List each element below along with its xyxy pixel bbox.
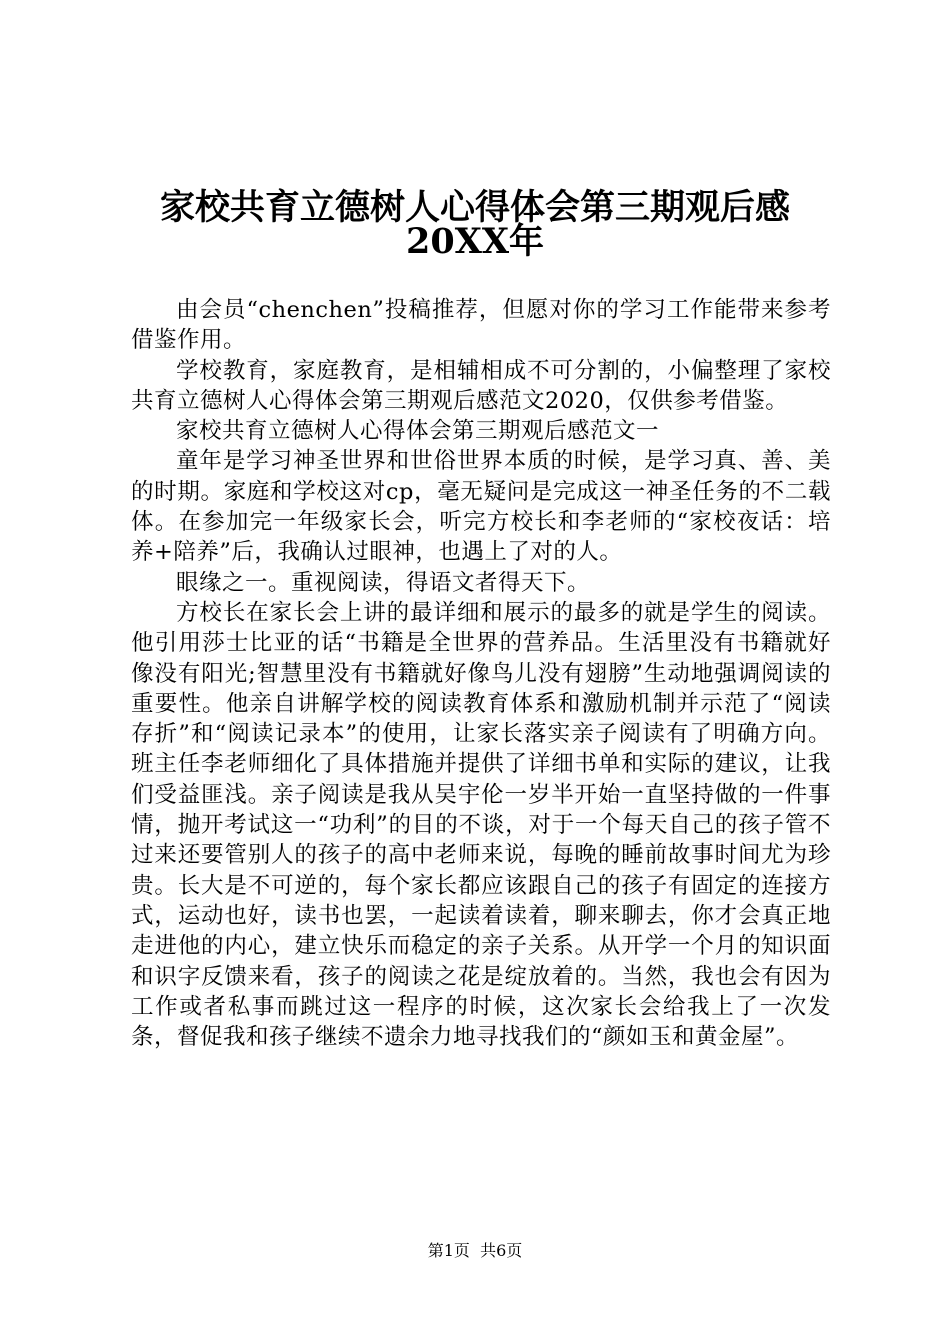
page-footer	[0, 1240, 950, 1262]
paragraph-intro: 由会员“chenchen”投稿推荐，但愿对你的学习工作能带来参考借鉴作用。	[131, 297, 831, 354]
paragraph-summary: 学校教育，家庭教育，是相辅相成不可分割的，小偏整理了家校共育立德树人心得体会第三期观后感范文2020，仅供参考借鉴。	[131, 357, 831, 414]
document-body	[131, 295, 831, 1052]
subsection-heading: 眼缘之一。重视阅读，得语文者得天下。	[176, 569, 591, 596]
section-heading: 家校共育立德树人心得体会第三期观后感范文一	[176, 418, 660, 445]
page-total: 共6页	[480, 1241, 523, 1260]
paragraph-reading: 方校长在家长会上讲的最详细和展示的最多的就是学生的阅读。他引用莎士比亚的话“书籍是全世界的营养品。生活里没有书籍就好像没有阳光;智慧里没有书籍就好像鸟儿没有翅膀”生动地强调阅读的重要性。他亲自讲解学校的阅读教育体系和激励机制并示范了“阅读存折”和“阅读记录本”的使用，让家长落实亲子阅读有了明确方向。班主任李老师细化了具体措施并提供了详细书单和实际的建议，让我们受益匪浅。亲子阅读是我从吴宇伦一岁半开始一直坚持做的一件事情，抛开考试这一“功利”的目的不谈，对于一个每天自己的孩子管不过来还要管别人的孩子的高中老师来说，每晚的睡前故事时间尤为珍贵。长大是不可逆的，每个家长都应该跟自己的孩子有固定的连接方式，运动也好，读书也罢，一起读着读着，聊来聊去，你才会真正地走进他的内心，建立快乐而稳定的亲子关系。从开学一个月的知识面和识字反馈来看，孩子的阅读之花是绽放着的。当然，我也会有因为工作或者私事而跳过这一程序的时候，这次家长会给我上了一次发条，督促我和孩子继续不遗余力地寻找我们的“颜如玉和黄金屋”。	[131, 599, 831, 1051]
document-title: 家校共育立德树人心得体会第三期观后感	[159, 187, 790, 228]
document-title-year: 20XX年	[405, 221, 545, 262]
paragraph-childhood: 童年是学习神圣世界和世俗世界本质的时候，是学习真、善、美的时期。家庭和学校这对cp，毫无疑问是完成这一神圣任务的不二载体。在参加完一年级家长会，听完方校长和李老师的“家校夜话：培养+陪养”后，我确认过眼神，也遇上了对的人。	[131, 448, 831, 566]
page-number: 第1页	[427, 1241, 470, 1260]
